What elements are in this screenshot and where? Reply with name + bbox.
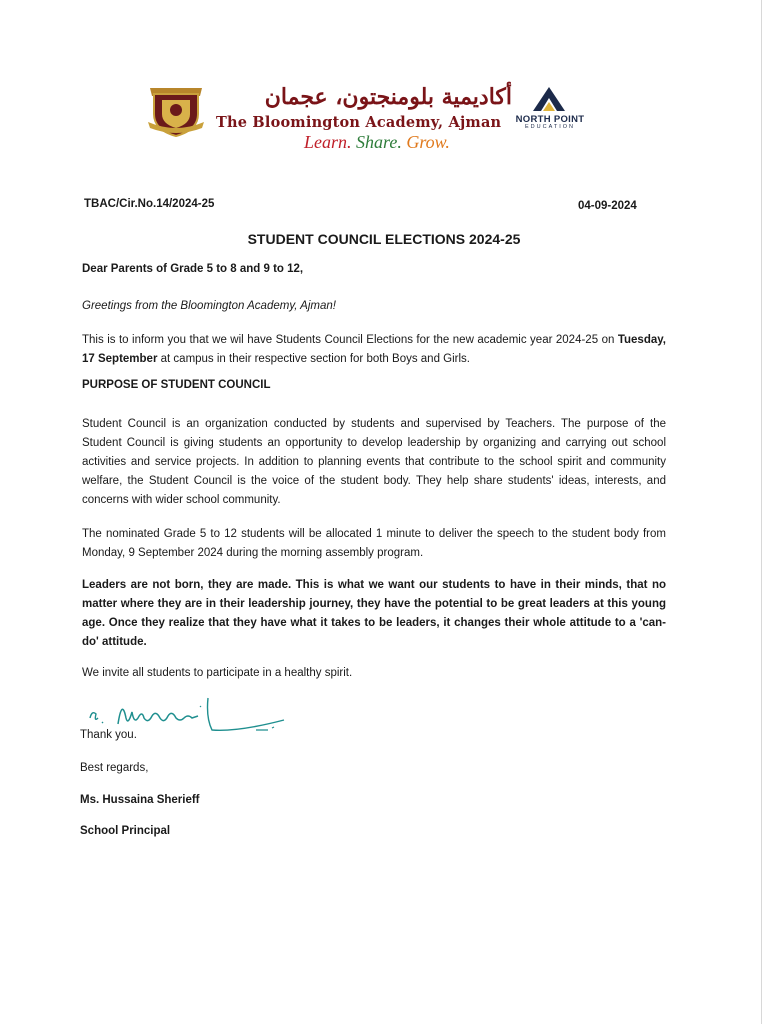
purpose-paragraph: Student Council is an organization conducted by students and supervised by Teachers. The purpose of the Student Council is giving students an opportunity to develop leadership by organizing and carrying out school activities and service projects. In addition to planning events that contribute to the school spirit and community welfare, the Student Council is the voice of the student body. They help share students' ideas, interests, and concerns with wider school community.	[82, 418, 666, 506]
salutation: Dear Parents of Grade 5 to 8 and 9 to 12,	[82, 263, 304, 275]
partner-name: NORTH POINT	[515, 114, 585, 125]
school-crest-logo	[146, 82, 206, 138]
greeting: Greetings from the Bloomington Academy, Ajman!	[82, 300, 336, 312]
speech-paragraph: The nominated Grade 5 to 12 students will be allocated 1 minute to deliver the speech to the student body from Monday, 9 September 2024 during the morning assembly program.	[82, 528, 666, 559]
partner-sub: EDUCATION	[525, 124, 575, 130]
tagline-learn: Learn.	[304, 132, 352, 152]
school-name-english: The Bloomington Academy, Ajman	[216, 114, 502, 131]
letterhead	[146, 82, 606, 162]
circular-reference: TBAC/Cir.No.14/2024-25	[84, 198, 215, 210]
signatory-role: School Principal	[80, 825, 171, 837]
tagline-grow: Grow.	[406, 132, 450, 152]
leaders-paragraph: Leaders are not born, they are made. This is what we want our students to have in their minds, that no matter where they are in their leadership journey, they have the potential to be great leaders at this young age. Once they realize that they have what it takes to be leaders, it changes their whole attitude to a 'can-do' attitude.	[82, 579, 666, 648]
page-edge	[761, 0, 762, 1024]
north-point-logo	[510, 86, 590, 130]
intro-text-b: at campus in their respective section for both Boys and Girls.	[157, 353, 470, 365]
north-point-icon	[532, 86, 566, 112]
intro-text-a: This is to inform you that we wil have Students Council Elections for the new academic year 2024-25 on	[82, 334, 618, 346]
signatory-name: Ms. Hussaina Sherieff	[80, 794, 200, 806]
thanks-line: Thank you.	[80, 729, 137, 741]
purpose-heading: PURPOSE OF STUDENT COUNCIL	[82, 379, 271, 391]
regards-line: Best regards,	[80, 762, 149, 774]
tagline	[304, 132, 450, 153]
circular-date: 04-09-2024	[578, 200, 637, 212]
document-title: STUDENT COUNCIL ELECTIONS 2024-25	[247, 231, 521, 247]
invite-paragraph: We invite all students to participate in a healthy spirit.	[82, 667, 353, 679]
intro-paragraph	[82, 331, 666, 369]
school-name-arabic: أكاديمية بلومنجتون، عجمان	[264, 84, 512, 110]
tagline-share: Share.	[356, 132, 402, 152]
election-date: Tuesday, 17 September	[82, 334, 666, 365]
